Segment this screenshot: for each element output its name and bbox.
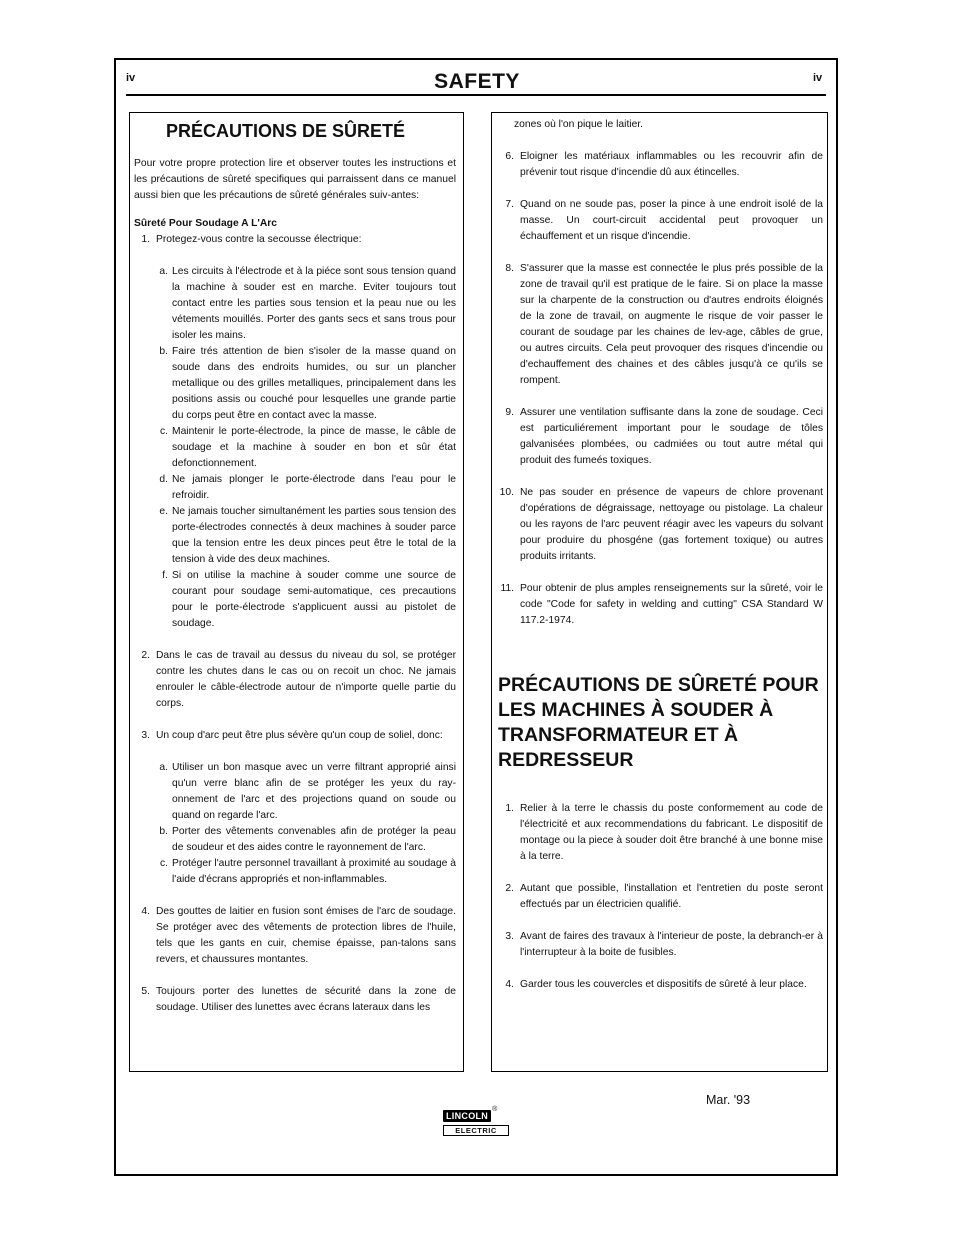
item-number: 11.	[500, 583, 514, 594]
page-number-right: iv	[813, 72, 823, 84]
sub-item-letter: f.	[162, 570, 168, 581]
right-column-box	[491, 112, 828, 1072]
sub-item	[154, 344, 456, 424]
sub-item-text: Protéger l'autre personnel travaillant à proximité au soudage à l'aide d'écrans appropriés et non-inflammables.	[172, 858, 456, 885]
list-item	[498, 405, 823, 469]
item-number: 8.	[505, 263, 514, 274]
sub-item-text: Porter des vêtements convenables afin de protéger la peau de soudeur et des aides contre le rayonnement de l'arc.	[172, 826, 456, 853]
sub-item-letter: c.	[159, 858, 168, 869]
logo-wordmark-top: LINCOLN	[443, 1110, 491, 1122]
item-text: Assurer une ventilation suffisante dans la zone de soudage. Ceci est particuliérement important pour le soudage de tôles galvanisées plombées, ou cadmiées ou tout autre métal qui produit des fumeés toxiques.	[520, 407, 823, 466]
list-item	[498, 581, 823, 629]
sub-item-text: Les circuits à l'électrode et à la piéce sont sous tension quand la machine à souder est en marche. Eviter toujours tout contact entre les parties sous tension et la peau nue ou les vétements mouillés. Porter des gants secs et sans trous pour isoler les mains.	[172, 266, 456, 341]
subsection-heading: Sûreté Pour Soudage A L'Arc	[134, 218, 278, 229]
sub-item	[154, 424, 456, 472]
sub-item-letter: e.	[159, 506, 168, 517]
list-item	[498, 881, 823, 913]
item-number: 1.	[505, 803, 514, 814]
list-item	[498, 149, 823, 181]
sub-item-text: Maintenir le porte-électrode, la pince de masse, le câble de soudage et la machine à souder en bon et sûr état defonctionnement.	[172, 426, 456, 469]
item-number: 7.	[505, 199, 514, 210]
left-column-box	[129, 112, 464, 1072]
item-text: Dans le cas de travail au dessus du niveau du sol, se protéger contre les chutes dans le cas ou on recoit un choc. Ne jamais enrouler le câble-électrode autour de n'importe quelle partie du corps.	[156, 650, 456, 709]
item-text: Un coup d'arc peut être plus sévère qu'un coup de soliel, donc:	[156, 730, 443, 741]
item-text: Garder tous les couvercles et dispositifs de sûreté à leur place.	[520, 979, 807, 990]
sub-item	[154, 504, 456, 568]
page-number-left: iv	[126, 72, 136, 84]
item-text: Eloigner les matériaux inflammables ou les recouvrir afin de prévenir tout risque d'incendie dû aux étincelles.	[520, 151, 823, 178]
list-item	[498, 197, 823, 245]
sub-list	[154, 264, 456, 632]
item-number: 3.	[141, 730, 150, 741]
sub-item-letter: b.	[159, 826, 168, 837]
sub-item-text: Ne jamais toucher simultanément les parties sous tension des porte-électrodes connectés à deux machines à souder parce que la tension entre les deux pinces peut être le total de la tension à vide des deux machines.	[172, 506, 456, 565]
list-item	[134, 232, 456, 248]
section-title: PRÉCAUTIONS DE SÛRETÉ	[166, 121, 406, 141]
sub-item-letter: a.	[159, 266, 168, 277]
right-column-content	[498, 117, 823, 993]
item-text: Protegez-vous contre la secousse électrique:	[156, 234, 362, 245]
item-text: Toujours porter des lunettes de sécurité dans la zone de soudage. Utiliser des lunettes avec écrans lateraux dans les	[156, 986, 456, 1013]
item-text: Relier à la terre le chassis du poste conformement au code de l'électricité et aux recommendations du fabricant. Le dispositif de montage ou la piece à souder doit être branché à une bonne mise à la terre.	[520, 803, 823, 862]
sub-item	[154, 472, 456, 504]
item-text: Pour obtenir de plus amples renseignements sur la sûreté, voir le code "Code for safety in welding and cutting" CSA Standard W 117.2-1974.	[520, 583, 823, 626]
item-number: 4.	[505, 979, 514, 990]
item-number: 4.	[141, 906, 150, 917]
left-column-content	[134, 115, 456, 1016]
item-text: Des gouttes de laitier en fusion sont émises de l'arc de soudage. Se protéger avec des vêtements de protection libres de l'huile, tels que les gants en cuir, chemise épaisse, pan-talons sans revers, et chaussures montantes.	[156, 906, 456, 965]
sub-item	[154, 856, 456, 888]
lincoln-electric-logo	[443, 1106, 511, 1136]
item-text: Quand on ne soude pas, poser la pince à une endroit isolé de la masse. Un court-circuit accidental peut provoquer un échauffement et un risque d'incendie.	[520, 199, 823, 242]
sub-item-letter: b.	[159, 346, 168, 357]
item-number: 2.	[505, 883, 514, 894]
item-number: 10.	[499, 487, 514, 498]
item-text: S'assurer que la masse est connectée le plus prés possible de la zone de travail qu'il est pratique de le faire. Si on place la masse sur la charpente de la construction ou d'autres endroits éloignés de la zone de travail, on augmente le risque de voir passer le courant de soudage par les chaines de lev-age, câbles de grue, ou autres circuits. Cela peut provoquer des risques d'incendie ou d'echauffement des chaines et des câbles jusqu'à ce qu'ils se rompent.	[520, 263, 823, 386]
sub-item-text: Si on utilise la machine à souder comme une source de courant pour soudage semi-automatique, ces precautions pour le porte-électrode s'applicuent aussi au pistolet de soudage.	[172, 570, 456, 629]
section-title-2: PRÉCAUTIONS DE SÛRETÉ POUR LES MACHINES À SOUDER À TRANSFORMATEUR ET À REDRESSEUR	[498, 674, 819, 771]
item-number: 3.	[505, 931, 514, 942]
sub-item-letter: d.	[159, 474, 168, 485]
list-item	[498, 801, 823, 865]
item-number: 6.	[505, 151, 514, 162]
list-item	[498, 261, 823, 389]
sub-item-letter: a.	[159, 762, 168, 773]
list-item	[134, 648, 456, 712]
item-number: 2.	[141, 650, 150, 661]
page-title: SAFETY	[434, 70, 520, 93]
sub-item	[154, 824, 456, 856]
list-item	[498, 929, 823, 961]
sub-item	[154, 264, 456, 344]
list-item	[134, 984, 456, 1016]
item-number: 5.	[141, 986, 150, 997]
sub-item-text: Ne jamais plonger le porte-électrode dans l'eau pour le refroidir.	[172, 474, 456, 501]
list-item	[498, 977, 823, 993]
sub-item	[154, 568, 456, 632]
sub-item-text: Faire trés attention de bien s'isoler de la masse quand on soude dans des endroits humides, ou sur un plancher metallique ou des grilles metalliques, principalement dans les positions assis ou couché pour lesquelles une grande partie du corps peut être en contact avec la masse.	[172, 346, 456, 421]
list-item	[134, 728, 456, 744]
list-item	[498, 485, 823, 565]
registered-mark: ®	[492, 1106, 498, 1113]
revision-date: Mar. '93	[706, 1093, 751, 1107]
item-text: Avant de faires des travaux à l'interieur de poste, la debranch-er à l'interrupteur à la boite de fusibles.	[520, 931, 823, 958]
sub-list	[154, 760, 456, 888]
continued-text: zones où l'on pique le laitier.	[514, 119, 644, 130]
header-rule	[126, 94, 826, 96]
item-number: 9.	[505, 407, 514, 418]
item-number: 1.	[141, 234, 150, 245]
item-text: Ne pas souder en présence de vapeurs de chlore provenant d'opérations de dégraissage, nettoyage ou pistolage. La chaleur ou les rayons de l'arc peuvent réagir avec les vapeurs du solvant pour produire du phosgéne (gas fortement toxique) ou autres produits irritants.	[520, 487, 823, 562]
sub-item	[154, 760, 456, 824]
intro-paragraph: Pour votre propre protection lire et observer toutes les instructions et les précautions de sûreté specifiques qui parraissent dans ce manuel aussi bien que les précautions de sûreté générales suiv-antes:	[134, 158, 456, 201]
sub-item-text: Utiliser un bon masque avec un verre filtrant approprié ainsi qu'un verre blanc afin de se protéger les yeux du ray-onnement de l'arc et des projections quand on soude ou quand on regarde l'arc.	[172, 762, 456, 821]
logo-wordmark-bottom: ELECTRIC	[443, 1125, 509, 1136]
sub-item-letter: c.	[159, 426, 168, 437]
list-item	[134, 904, 456, 968]
item-text: Autant que possible, l'installation et l'entretien du poste seront effectués par un électricien qualifié.	[520, 883, 823, 910]
